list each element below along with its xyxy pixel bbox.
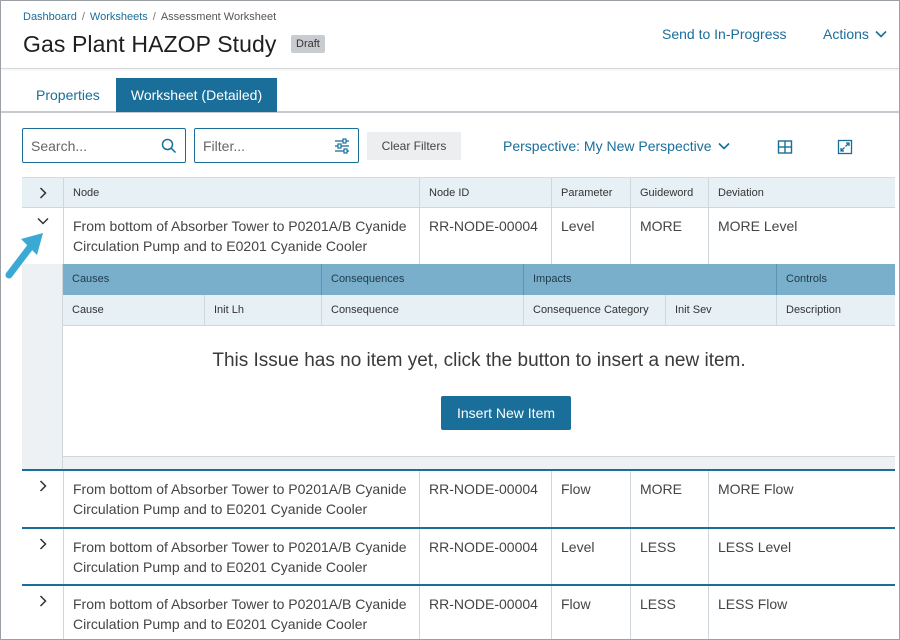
fullscreen-icon[interactable] bbox=[837, 139, 853, 155]
breadcrumb-dashboard-link[interactable]: Dashboard bbox=[23, 11, 77, 23]
column-header-consequence-category[interactable]: Consequence Category bbox=[523, 295, 665, 326]
guideword-value: LESS bbox=[640, 539, 676, 555]
node-id-value: RR-NODE-00004 bbox=[429, 596, 538, 612]
group-header-consequences: Consequences bbox=[321, 264, 523, 295]
column-header-cause[interactable]: Cause bbox=[72, 304, 104, 316]
cell-node-id bbox=[419, 208, 551, 264]
cell-parameter bbox=[551, 471, 630, 527]
chevron-right-icon bbox=[39, 187, 47, 199]
chevron-down-icon bbox=[37, 217, 49, 225]
perspective-dropdown[interactable] bbox=[503, 138, 730, 154]
breadcrumb-separator: / bbox=[152, 11, 156, 23]
cell-deviation bbox=[708, 586, 895, 640]
cell-node-id bbox=[419, 471, 551, 527]
table-row[interactable] bbox=[22, 208, 895, 264]
group-header-causes: Causes bbox=[72, 273, 110, 285]
table-row[interactable] bbox=[22, 586, 895, 640]
cell-guideword bbox=[630, 208, 708, 264]
detail-gutter bbox=[22, 264, 63, 471]
node-line-1: From bottom of Absorber Tower to P0201A/B Cyanide bbox=[73, 539, 407, 555]
node-line-2: Circulation Pump and to E0201 Cyanide Cooler bbox=[73, 616, 368, 632]
status-badge: Draft bbox=[291, 35, 325, 53]
breadcrumb-current: Assessment Worksheet bbox=[160, 11, 277, 23]
grid-header-row bbox=[22, 177, 895, 208]
column-header-deviation[interactable]: Deviation bbox=[708, 178, 895, 208]
column-header-node-id[interactable]: Node ID bbox=[419, 178, 551, 208]
cell-node bbox=[63, 529, 419, 585]
insert-new-item-button[interactable]: Insert New Item bbox=[441, 396, 571, 430]
tab-properties[interactable]: Properties bbox=[36, 87, 100, 103]
column-header-description[interactable]: Description bbox=[776, 295, 895, 326]
cell-parameter bbox=[551, 529, 630, 585]
node-line-2: Circulation Pump and to E0201 Cyanide Cooler bbox=[73, 501, 368, 517]
guideword-value: MORE bbox=[640, 218, 682, 234]
node-line-1: From bottom of Absorber Tower to P0201A/B Cyanide bbox=[73, 596, 407, 612]
cell-deviation bbox=[708, 471, 895, 527]
expanded-detail-panel bbox=[22, 264, 895, 471]
row-expand-toggle[interactable] bbox=[22, 586, 63, 626]
parameter-value: Flow bbox=[561, 596, 591, 612]
breadcrumb-worksheets-link[interactable]: Worksheets bbox=[89, 11, 148, 23]
sliders-icon[interactable] bbox=[334, 138, 350, 154]
cell-node-id bbox=[419, 529, 551, 585]
deviation-value: MORE Level bbox=[718, 218, 798, 234]
cell-parameter bbox=[551, 208, 630, 264]
actions-label: Actions bbox=[823, 26, 869, 42]
cell-guideword bbox=[630, 586, 708, 640]
subgrid-group-header bbox=[63, 264, 895, 295]
node-line-1: From bottom of Absorber Tower to P0201A/B Cyanide bbox=[73, 218, 407, 234]
cell-deviation bbox=[708, 208, 895, 264]
page-title: Gas Plant HAZOP Study bbox=[23, 31, 277, 57]
column-header-guideword[interactable]: Guideword bbox=[630, 178, 708, 208]
tab-bar bbox=[1, 78, 899, 113]
search-input[interactable] bbox=[31, 137, 151, 155]
chevron-right-icon bbox=[39, 538, 47, 550]
parameter-value: Level bbox=[561, 218, 595, 234]
breadcrumb bbox=[23, 11, 276, 23]
cell-parameter bbox=[551, 586, 630, 640]
page-header bbox=[1, 1, 899, 69]
grid-view-icon[interactable] bbox=[777, 139, 793, 155]
table-row[interactable] bbox=[22, 471, 895, 527]
worksheet-grid bbox=[22, 177, 895, 640]
group-header-impacts: Impacts bbox=[523, 264, 776, 295]
node-line-2: Circulation Pump and to E0201 Cyanide Cooler bbox=[73, 559, 368, 575]
row-expand-toggle[interactable] bbox=[22, 471, 63, 511]
node-line-1: From bottom of Absorber Tower to P0201A/B Cyanide bbox=[73, 481, 407, 497]
cell-node-id bbox=[419, 586, 551, 640]
chevron-down-icon bbox=[875, 30, 887, 38]
column-header-consequence[interactable]: Consequence bbox=[321, 295, 523, 326]
annotation-arrow-icon bbox=[1, 227, 49, 283]
node-id-value: RR-NODE-00004 bbox=[429, 481, 538, 497]
parameter-value: Flow bbox=[561, 481, 591, 497]
send-to-in-progress-button[interactable]: Send to In-Progress bbox=[662, 26, 787, 42]
guideword-value: MORE bbox=[640, 481, 682, 497]
node-id-value: RR-NODE-00004 bbox=[429, 539, 538, 555]
guideword-value: LESS bbox=[640, 596, 676, 612]
breadcrumb-separator: / bbox=[81, 11, 85, 23]
column-header-parameter[interactable]: Parameter bbox=[551, 178, 630, 208]
cell-node bbox=[63, 471, 419, 527]
search-field[interactable] bbox=[22, 128, 186, 163]
node-line-2: Circulation Pump and to E0201 Cyanide Cooler bbox=[73, 238, 368, 254]
deviation-value: LESS Level bbox=[718, 539, 792, 555]
node-id-value: RR-NODE-00004 bbox=[429, 218, 538, 234]
cell-node bbox=[63, 208, 419, 264]
parameter-value: Level bbox=[561, 539, 595, 555]
perspective-label: Perspective: My New Perspective bbox=[503, 138, 712, 154]
column-header-init-sev[interactable]: Init Sev bbox=[665, 295, 776, 326]
chevron-right-icon bbox=[39, 595, 47, 607]
expand-all-toggle[interactable] bbox=[22, 178, 63, 208]
chevron-down-icon bbox=[718, 142, 730, 150]
group-header-controls: Controls bbox=[776, 264, 895, 295]
cell-guideword bbox=[630, 471, 708, 527]
cell-node bbox=[63, 586, 419, 640]
cell-guideword bbox=[630, 529, 708, 585]
chevron-right-icon bbox=[39, 480, 47, 492]
table-row[interactable] bbox=[22, 529, 895, 585]
deviation-value: MORE Flow bbox=[718, 481, 794, 497]
clear-filters-button[interactable]: Clear Filters bbox=[367, 132, 461, 160]
search-icon[interactable] bbox=[161, 138, 177, 154]
column-header-node[interactable]: Node bbox=[63, 178, 419, 208]
actions-dropdown-button[interactable] bbox=[823, 26, 887, 42]
deviation-value: LESS Flow bbox=[718, 596, 788, 612]
subgrid-column-header bbox=[63, 295, 895, 326]
filter-field[interactable] bbox=[194, 128, 359, 163]
subgrid bbox=[63, 264, 895, 457]
tab-worksheet-detailed[interactable]: Worksheet (Detailed) bbox=[116, 78, 277, 112]
empty-state-message: This Issue has no item yet, click the button to insert a new item. bbox=[212, 350, 746, 371]
row-expand-toggle[interactable] bbox=[22, 529, 63, 569]
filter-input[interactable] bbox=[203, 137, 323, 155]
cell-deviation bbox=[708, 529, 895, 585]
column-header-init-lh[interactable]: Init Lh bbox=[204, 295, 321, 326]
